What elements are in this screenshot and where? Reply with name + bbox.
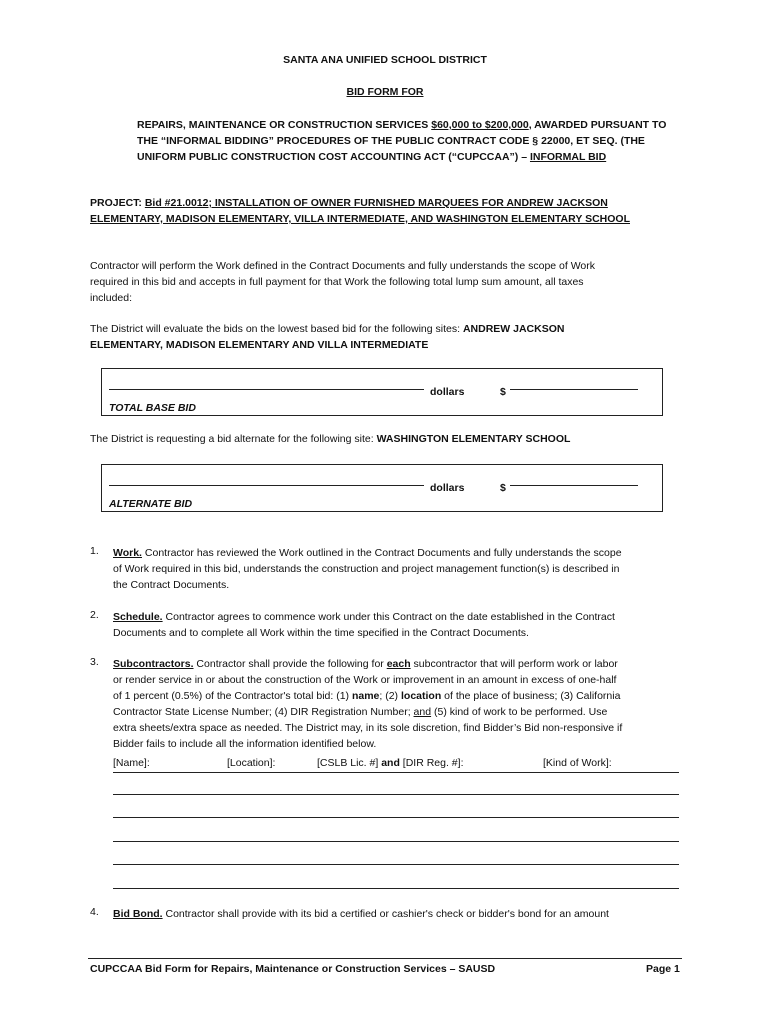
- alternate-site-paragraph: [90, 433, 570, 445]
- total-base-bid-box: [101, 368, 663, 416]
- bid-bond-title: Bid Bond.: [113, 908, 163, 920]
- clause-text: Contractor shall provide with its bid a certified or cashier's check or bidder's bond for an amount: [162, 908, 609, 920]
- desc-text: THE “INFORMAL BIDDING” PROCEDURES OF THE PUBLIC CONTRACT CODE § 22000, ET SEQ. (THE: [137, 135, 645, 147]
- alternate-bid-amount-field[interactable]: [510, 485, 638, 486]
- clause-text: Contractor has reviewed the Work outlined in the Contract Documents and fully understands the scope: [141, 547, 622, 559]
- amount-range: $60,000 to $200,000: [431, 119, 529, 131]
- base-sites-names: ELEMENTARY, MADISON ELEMENTARY AND VILLA INTERMEDIATE: [90, 339, 429, 351]
- clause-text: of 1 percent (0.5%) of the Contractor's total bid: (1): [113, 690, 352, 702]
- column-name: [Name]:: [113, 757, 150, 769]
- intro-paragraph: [90, 258, 595, 306]
- alternate-bid-box: [101, 464, 663, 512]
- schedule-clause: [113, 609, 685, 641]
- footer-title: CUPCCAA Bid Form for Repairs, Maintenance or Construction Services – SAUSD: [90, 963, 496, 975]
- dollars-label: dollars: [430, 482, 465, 494]
- emphasis-location: location: [400, 690, 442, 702]
- column-dir: [DIR Reg. #]:: [402, 757, 464, 769]
- clause-text: or render service in or about the construction of the Work or improvement in an amount in excess of one-half: [113, 674, 617, 686]
- work-clause: [113, 545, 685, 593]
- subcontractor-entry-line[interactable]: [113, 794, 679, 795]
- item-number: 2.: [90, 609, 99, 621]
- desc-text: REPAIRS, MAINTENANCE OR CONSTRUCTION SERVICES: [137, 119, 432, 131]
- item-number: 1.: [90, 545, 99, 557]
- column-and: and: [378, 757, 403, 769]
- emphasis-and: and: [413, 706, 432, 718]
- project-title-cont: ELEMENTARY, MADISON ELEMENTARY, VILLA INTERMEDIATE, AND WASHINGTON ELEMENTARY SCHOOL: [90, 213, 630, 225]
- clause-text: Contractor shall provide the following for: [193, 658, 387, 670]
- alternate-site-text: The District is requesting a bid alternate for the following site:: [90, 433, 377, 445]
- subcontractor-entry-line[interactable]: [113, 864, 679, 865]
- base-sites-names: ANDREW JACKSON: [462, 323, 565, 335]
- subcontractor-entry-line[interactable]: [113, 817, 679, 818]
- column-cslb: [CSLB Lic. #]: [317, 757, 379, 769]
- intro-line: Contractor will perform the Work defined in the Contract Documents and fully understands the scope of Work: [90, 260, 596, 272]
- form-title: BID FORM FOR: [346, 86, 424, 98]
- clause-text: of Work required in this bid, understands the construction and project management function(s) is described in: [113, 563, 620, 575]
- emphasis-each: each: [386, 658, 411, 670]
- clause-text: Documents and to complete all Work within the time specified in the Contract Documents.: [113, 627, 529, 639]
- clause-text: Bidder fails to include all the information identified below.: [113, 738, 377, 750]
- work-title: Work.: [113, 547, 142, 559]
- subcontractor-header-row: [113, 757, 679, 773]
- clause-text: extra sheets/extra space as needed. The District may, in its sole discretion, find Bidder’s Bid non-responsive if: [113, 722, 623, 734]
- intro-line: included:: [90, 292, 133, 304]
- subcontractors-title: Subcontractors.: [113, 658, 194, 670]
- project-title: Bid #21.0012; INSTALLATION OF OWNER FURNISHED MARQUEES FOR ANDREW JACKSON: [144, 197, 608, 209]
- column-kind-of-work: [Kind of Work]:: [543, 757, 612, 769]
- clause-text: Contractor agrees to commence work under this Contract on the date established in the Contract: [162, 611, 615, 623]
- total-base-bid-label: TOTAL BASE BID: [109, 402, 196, 414]
- clause-text: of the place of business; (3) California: [441, 690, 621, 702]
- page-number: Page 1: [646, 963, 680, 975]
- form-description: [137, 117, 666, 165]
- schedule-title: Schedule.: [113, 611, 163, 623]
- alternate-bid-label: ALTERNATE BID: [109, 498, 193, 510]
- base-sites-text: The District will evaluate the bids on the lowest based bid for the following sites:: [90, 323, 463, 335]
- clause-text: subcontractor that will perform work or labor: [410, 658, 618, 670]
- subcontractor-entry-line[interactable]: [113, 888, 679, 889]
- column-location: [Location]:: [227, 757, 276, 769]
- informal-bid-label: INFORMAL BID: [529, 151, 607, 163]
- desc-text: UNIFORM PUBLIC CONSTRUCTION COST ACCOUNTING ACT (“CUPCCAA”) –: [137, 151, 530, 163]
- dollar-sign: $: [500, 386, 506, 398]
- district-name: SANTA ANA UNIFIED SCHOOL DISTRICT: [283, 54, 487, 66]
- dollar-sign: $: [500, 482, 506, 494]
- project-label: PROJECT:: [90, 197, 145, 209]
- alternate-bid-words-field[interactable]: [109, 485, 424, 486]
- dollars-label: dollars: [430, 386, 465, 398]
- subcontractor-entry-line[interactable]: [113, 841, 679, 842]
- bid-bond-clause: [113, 906, 685, 922]
- subcontractors-clause: [113, 656, 685, 752]
- project-section: [90, 195, 630, 227]
- clause-text: ; (2): [379, 690, 401, 702]
- base-sites-paragraph: [90, 321, 564, 353]
- item-number: 4.: [90, 906, 99, 918]
- column-cslb-dir: [317, 757, 464, 769]
- base-bid-words-field[interactable]: [109, 389, 424, 390]
- clause-text: Contractor State License Number; (4) DIR Registration Number;: [113, 706, 414, 718]
- clause-text: the Contract Documents.: [113, 579, 230, 591]
- base-bid-amount-field[interactable]: [510, 389, 638, 390]
- intro-line: required in this bid and accepts in full payment for that Work the following total lump sum amount, all taxes: [90, 276, 584, 288]
- clause-text: (5) kind of work to be performed. Use: [431, 706, 608, 718]
- desc-text: , AWARDED PURSUANT TO: [528, 119, 667, 131]
- alternate-site-name: WASHINGTON ELEMENTARY SCHOOL: [376, 433, 571, 445]
- emphasis-name: name: [351, 690, 380, 702]
- item-number: 3.: [90, 656, 99, 668]
- footer-rule: [88, 958, 682, 959]
